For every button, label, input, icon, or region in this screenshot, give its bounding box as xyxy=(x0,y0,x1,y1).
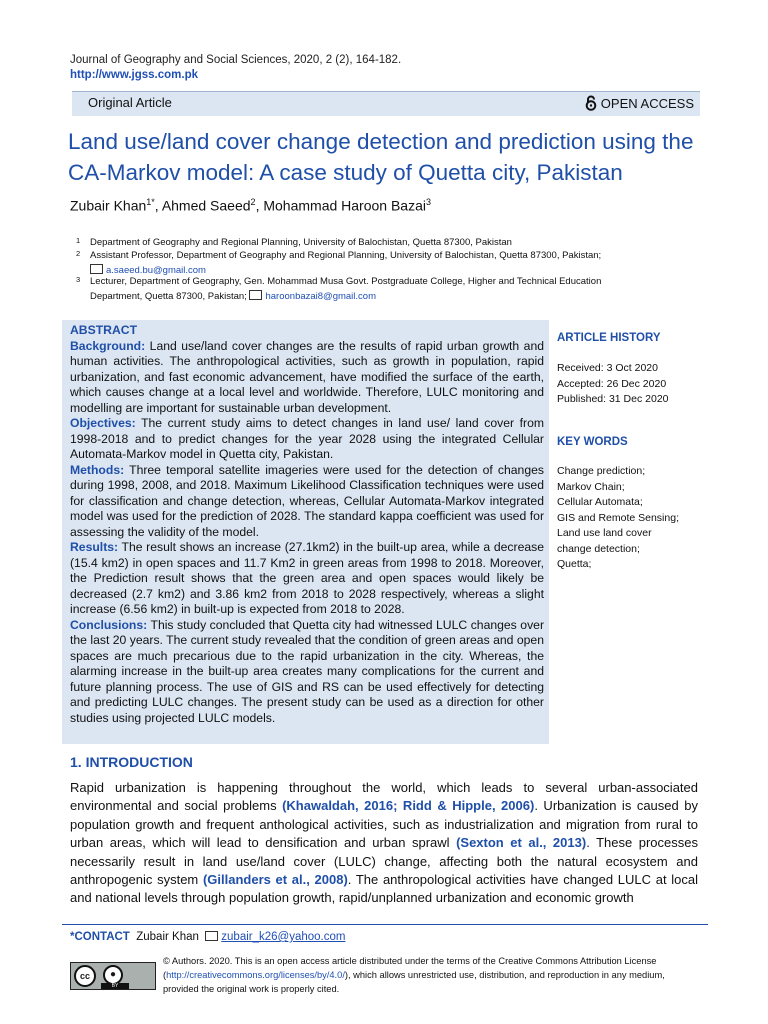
article-history xyxy=(557,361,669,408)
article-title: Land use/land cover change detection and prediction using the CA-Markov model: A case study of Quetta city, Pakistan xyxy=(68,129,694,185)
keywords-heading: KEY WORDS xyxy=(557,436,628,448)
journal-citation: Journal of Geography and Social Sciences, 2020, 2 (2), 164-182. xyxy=(70,54,402,66)
email-link[interactable]: haroonbazai8@gmail.com xyxy=(265,290,376,302)
abstract-text: ABSTRACT Background: Land use/land cover changes are the results of rapid urban growth and human activities. The anthropological activities, such as growth in population, rapid urbanization, and fast economic advancement, have modified the surface of the earth, which causes change at a local level and worldwide. Therefore, LULC monitoring and modelling are important for sustainable urban development. Objectives: The current study aims to detect changes in land use/ land cover from 1998-2018 and to predict changes for the year 2028 using the integrated Cellular Automata-Markov model in Quetta city, Pakistan. Methods: Three temporal satellite imageries were used for the detection of changes during 1998, 2008, and 2018. Maximum Likelihood Classification techniques were used for classification and change detection, whereas, Cellular Automata-Markov integrated model was used for the prediction of 2028. The standard kappa coefficient was used for assessing the validity of the model. Results: The result shows an increase (27.1km2) in the built-up area, while a decrease (15.4 km2) in open spaces and 11.7 Km2 in green areas from 1998 to 2018. Moreover, the Prediction result shows that the green area and open spaces would likely be decreased (2.7 km2) and 3.86 km2 from 2018 to 2028 respectively, whereas a slight increase (6.56 km2) in built-up is expected from 2018 to 2028. Conclusions: This study concluded that Quetta city had witnessed LULC changes over the last 20 years. The current study revealed that the condition of green areas and open spaces are much precarious due to the rapid urbanization in the city. Whereas, the alarming increase in the built-up area creates many complications for the current and future planning process. The use of GIS and RS can be used effectively for detecting and predicting LULC changes. The present study can be used as a direction for other studies using projected LULC models. xyxy=(70,323,544,725)
open-access-label: OPEN ACCESS xyxy=(585,95,694,114)
keyword-item: Quetta; xyxy=(557,558,592,570)
keywords-list xyxy=(557,464,679,573)
attribution-person-icon: ● xyxy=(103,965,123,985)
abstract-methods: Three temporal satellite imageries were used for the detection of changes during 1998, 2008, and 2018. Maximum Likelihood Classification techniques were used for classification and change detection, whereas, Cellular Automata-Markov integrated model was used for the prediction of 2028. The standard kappa coefficient was used for assessing the validity of the model. xyxy=(70,462,544,539)
journal-url-link[interactable]: http://www.jgss.com.pk xyxy=(70,69,198,81)
keyword-item: Markov Chain; xyxy=(557,480,625,493)
accepted-date: Accepted: 26 Dec 2020 xyxy=(557,377,667,390)
abstract-conclusions: This study concluded that Quetta city had witnessed LULC changes over the last 20 years. The current study revealed that the condition of green areas and open spaces are much precarious due to the rapid urbanization in the city. Whereas, the alarming increase in the built-up area creates many complications for the current and future planning process. The use of GIS and RS can be used effectively for detecting and predicting LULC changes. The present study can be used as a direction for other studies using projected LULC models. xyxy=(70,617,544,725)
license-link[interactable]: http://creativecommons.org/licenses/by/4.0/ xyxy=(166,970,345,980)
citation-link[interactable]: (Sexton et al., 2013) xyxy=(456,835,587,851)
introduction-paragraph: Rapid urbanization is happening throughout the world, which leads to several urban-associated environmental and social problems (Khawaldah, 2016; Ridd & Hipple, 2006). Urbanization is caused by population growth and frequent anthological activities, such as industrialization and migration from rural to urban areas, which will lead to densification and urban sprawl (Sexton et al., 2013). These processes necessarily result in land use/land cover (LULC) change, affecting both the natural ecosystem and anthropogenic system (Gillanders et al., 2008). The anthropological activities have changed LULC at local and national levels through population growth, rapid/unplanned urbanization and economic growth xyxy=(70,780,698,906)
affiliation-1: 1 Department of Geography and Regional Planning, University of Balochistan, Quetta 87300, Pakistan xyxy=(76,236,512,248)
author-name: Zubair Khan xyxy=(70,197,147,214)
author-name: Mohammad Haroon Bazai xyxy=(263,197,426,214)
license-text: © Authors. 2020. This is an open access article distributed under the terms of the Creative Commons Attribution License (http://creativecommons.org/licenses/by/4.0/), which allows unrestricted use, distribution, and reproduction in any medium, provided the original work is properly cited. xyxy=(163,956,665,994)
keyword-item: Change prediction; xyxy=(557,465,646,477)
email-icon xyxy=(90,264,103,274)
email-icon xyxy=(249,290,262,300)
abstract-objectives: The current study aims to detect changes in land use/ land cover from 1998-2018 and to predict changes for the year 2028 using the integrated Cellular Automata-Markov model in Quetta city, Pakistan. xyxy=(70,416,544,461)
affiliation-3: 3 Lecturer, Department of Geography, Gen. Mohammad Musa Govt. Postgraduate College, Higher and Technical Education Department, Quetta 87300, Pakistan; haroonbazai8@gmail.com xyxy=(76,275,602,302)
author-name: Ahmed Saeed xyxy=(161,197,251,214)
creative-commons-icon: cc xyxy=(74,965,96,987)
keyword-item: Cellular Automata; xyxy=(557,496,643,508)
article-type-label: Original Article xyxy=(88,95,172,110)
contact-label: *CONTACT xyxy=(70,931,130,943)
article-history-heading: ARTICLE HISTORY xyxy=(557,332,661,344)
open-access-lock-icon xyxy=(585,95,597,114)
abstract-background: Land use/land cover changes are the results of rapid urban growth and human activities. The anthropological activities, such as growth in population, rapid urbanization, and fast economic advancement, have modified the surface of the earth, which causes change at a local level and worldwide. Therefore, LULC monitoring and modelling are important for sustainable urban development. xyxy=(70,338,544,415)
affiliation-2: 2 Assistant Professor, Department of Geography and Regional Planning, University of Balochistan, Quetta 87300, Pakistan; a.saeed.bu@gmail.com xyxy=(76,249,602,276)
email-icon xyxy=(205,931,218,941)
citation-link[interactable]: (Khawaldah, 2016; Ridd & Hipple, 2006) xyxy=(282,798,535,814)
keyword-item: Land use land cover xyxy=(557,527,652,539)
author-list: Zubair Khan$^{1*}$, Ahmed Saeed$^2$, Mohammad Haroon Bazai$^3$ xyxy=(70,197,431,214)
contact-name: Zubair Khan xyxy=(136,931,199,943)
keyword-item: GIS and Remote Sensing; xyxy=(557,511,679,524)
received-date: Received: 3 Oct 2020 xyxy=(557,362,658,374)
abstract-heading: ABSTRACT xyxy=(70,323,138,337)
keyword-item: change detection; xyxy=(557,542,640,555)
contact-email-link[interactable]: zubair_k26@yahoo.com xyxy=(221,931,346,943)
citation-link[interactable]: (Gillanders et al., 2008) xyxy=(202,872,348,888)
contact-line xyxy=(70,930,345,943)
abstract-results: The result shows an increase (27.1km2) in the built-up area, while a decrease (15.4 km2) in open spaces and 11.7 Km2 in green areas from 1998 to 2018. Moreover, the Prediction result shows that the green area and open spaces would likely be decreased (2.7 km2) and 3.86 km2 from 2018 to 2028 respectively, whereas a slight increase (6.56 km2) in built-up is expected from 2018 to 2028. xyxy=(70,540,544,616)
section-heading-introduction: 1. INTRODUCTION xyxy=(70,754,193,770)
cc-by-license-badge[interactable]: cc ● BY xyxy=(70,962,156,990)
article-type-bar xyxy=(72,91,700,116)
email-link[interactable]: a.saeed.bu@gmail.com xyxy=(106,264,206,276)
footer-divider xyxy=(62,924,708,925)
published-date: Published: 31 Dec 2020 xyxy=(557,393,669,405)
